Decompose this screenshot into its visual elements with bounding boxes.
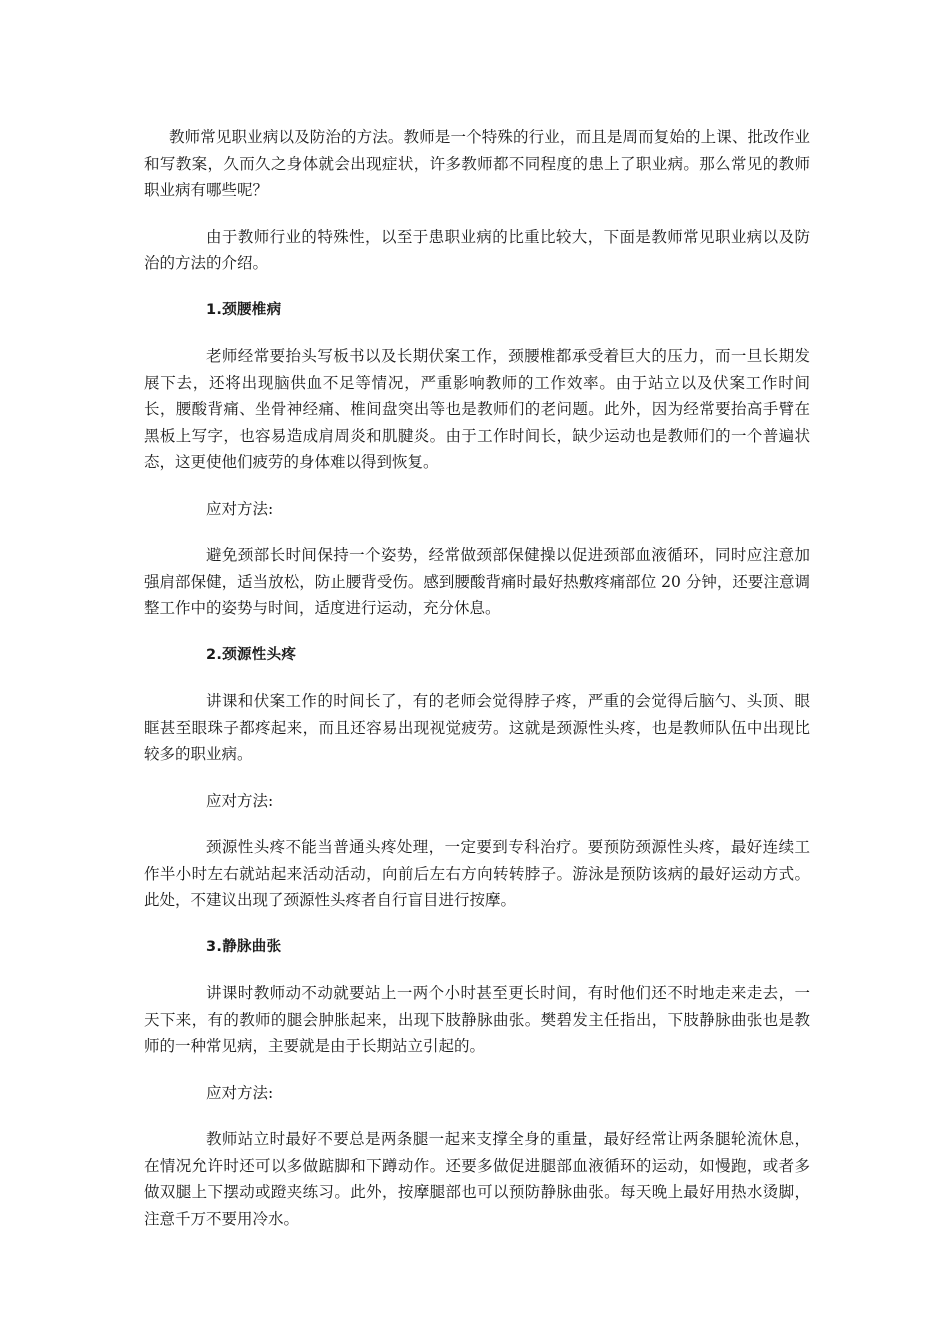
- spacer: [144, 323, 810, 343]
- spacer: [144, 1106, 810, 1126]
- spacer: [144, 277, 810, 297]
- spacer: [144, 1060, 810, 1080]
- spacer: [144, 668, 810, 688]
- intro-paragraph-2: 由于教师行业的特殊性，以至于患职业病的比重比较大，下面是教师常见职业病以及防治的方法的介绍。: [144, 227, 810, 272]
- method-body-2: 颈源性头疼不能当普通头疼处理，一定要到专科治疗。要预防颈源性头疼，最好连续工作半小时左右就站起来活动活动，向前后左右方向转转脖子。游泳是预防该病的最好运动方式。此处，不建议出现了颈源性头疼者自行盲目进行按摩。: [144, 838, 810, 909]
- method-body-1: 避免颈部长时间保持一个姿势，经常做颈部保健操以促进颈部血液循环，同时应注意加强肩部保健，适当放松，防止腰背受伤。感到腰酸背痛时最好热敷疼痛部位 20 分钟，还要注意调整工作中的姿势与时间，适度进行运动，充分休息。: [144, 546, 810, 617]
- method-label-2: 应对方法:: [206, 791, 274, 810]
- section-body-3: 讲课时教师动不动就要站上一两个小时甚至更长时间，有时他们还不时地走来走去，一天下来，有的教师的腿会肿胀起来，出现下肢静脉曲张。樊碧发主任指出，下肢静脉曲张也是教师的一种常见病，主要就是由于长期站立引起的。: [144, 984, 810, 1055]
- spacer: [144, 814, 810, 834]
- intro-paragraph: 教师常见职业病以及防治的方法。教师是一个特殊的行业，而且是周而复始的上课、批改作业和写教案，久而久之身体就会出现症状，许多教师都不同程度的患上了职业病。那么常见的教师职业病有哪些呢？: [144, 128, 810, 199]
- spacer: [144, 476, 810, 496]
- method-label-1: 应对方法:: [206, 499, 274, 518]
- method-label-3: 应对方法:: [206, 1083, 274, 1102]
- spacer: [144, 522, 810, 542]
- section-heading-3: 3.静脉曲张: [206, 938, 282, 955]
- section-heading-1: 1.颈腰椎病: [206, 301, 282, 318]
- spacer: [144, 960, 810, 980]
- document-page: [144, 124, 810, 1232]
- section-heading-2: 2.颈源性头疼: [206, 646, 297, 663]
- spacer: [144, 622, 810, 642]
- section-body-2: 讲课和伏案工作的时间长了，有的老师会觉得脖子疼，严重的会觉得后脑勺、头顶、眼眶甚至眼珠子都疼起来，而且还容易出现视觉疲劳。这就是颈源性头疼，也是教师队伍中出现比较多的职业病。: [144, 692, 810, 763]
- method-body-3: 教师站立时最好不要总是两条腿一起来支撑全身的重量，最好经常让两条腿轮流休息，在情况允许时还可以多做踮脚和下蹲动作。还要多做促进腿部血液循环的运动，如慢跑，或者多做双腿上下摆动或蹬夹练习。此外，按摩腿部也可以预防静脉曲张。每天晚上最好用热水烫脚，注意千万不要用冷水。: [144, 1130, 810, 1228]
- spacer: [144, 768, 810, 788]
- section-body-1: 老师经常要抬头写板书以及长期伏案工作，颈腰椎都承受着巨大的压力，而一旦长期发展下去，还将出现脑供血不足等情况，严重影响教师的工作效率。由于站立以及伏案工作时间长，腰酸背痛、坐骨神经痛、椎间盘突出等也是教师们的老问题。此外，因为经常要抬高手臂在黑板上写字，也容易造成肩周炎和肌腱炎。由于工作时间长，缺少运动也是教师们的一个普遍状态，这更使他们疲劳的身体难以得到恢复。: [144, 347, 810, 471]
- spacer: [144, 914, 810, 934]
- spacer: [144, 204, 810, 224]
